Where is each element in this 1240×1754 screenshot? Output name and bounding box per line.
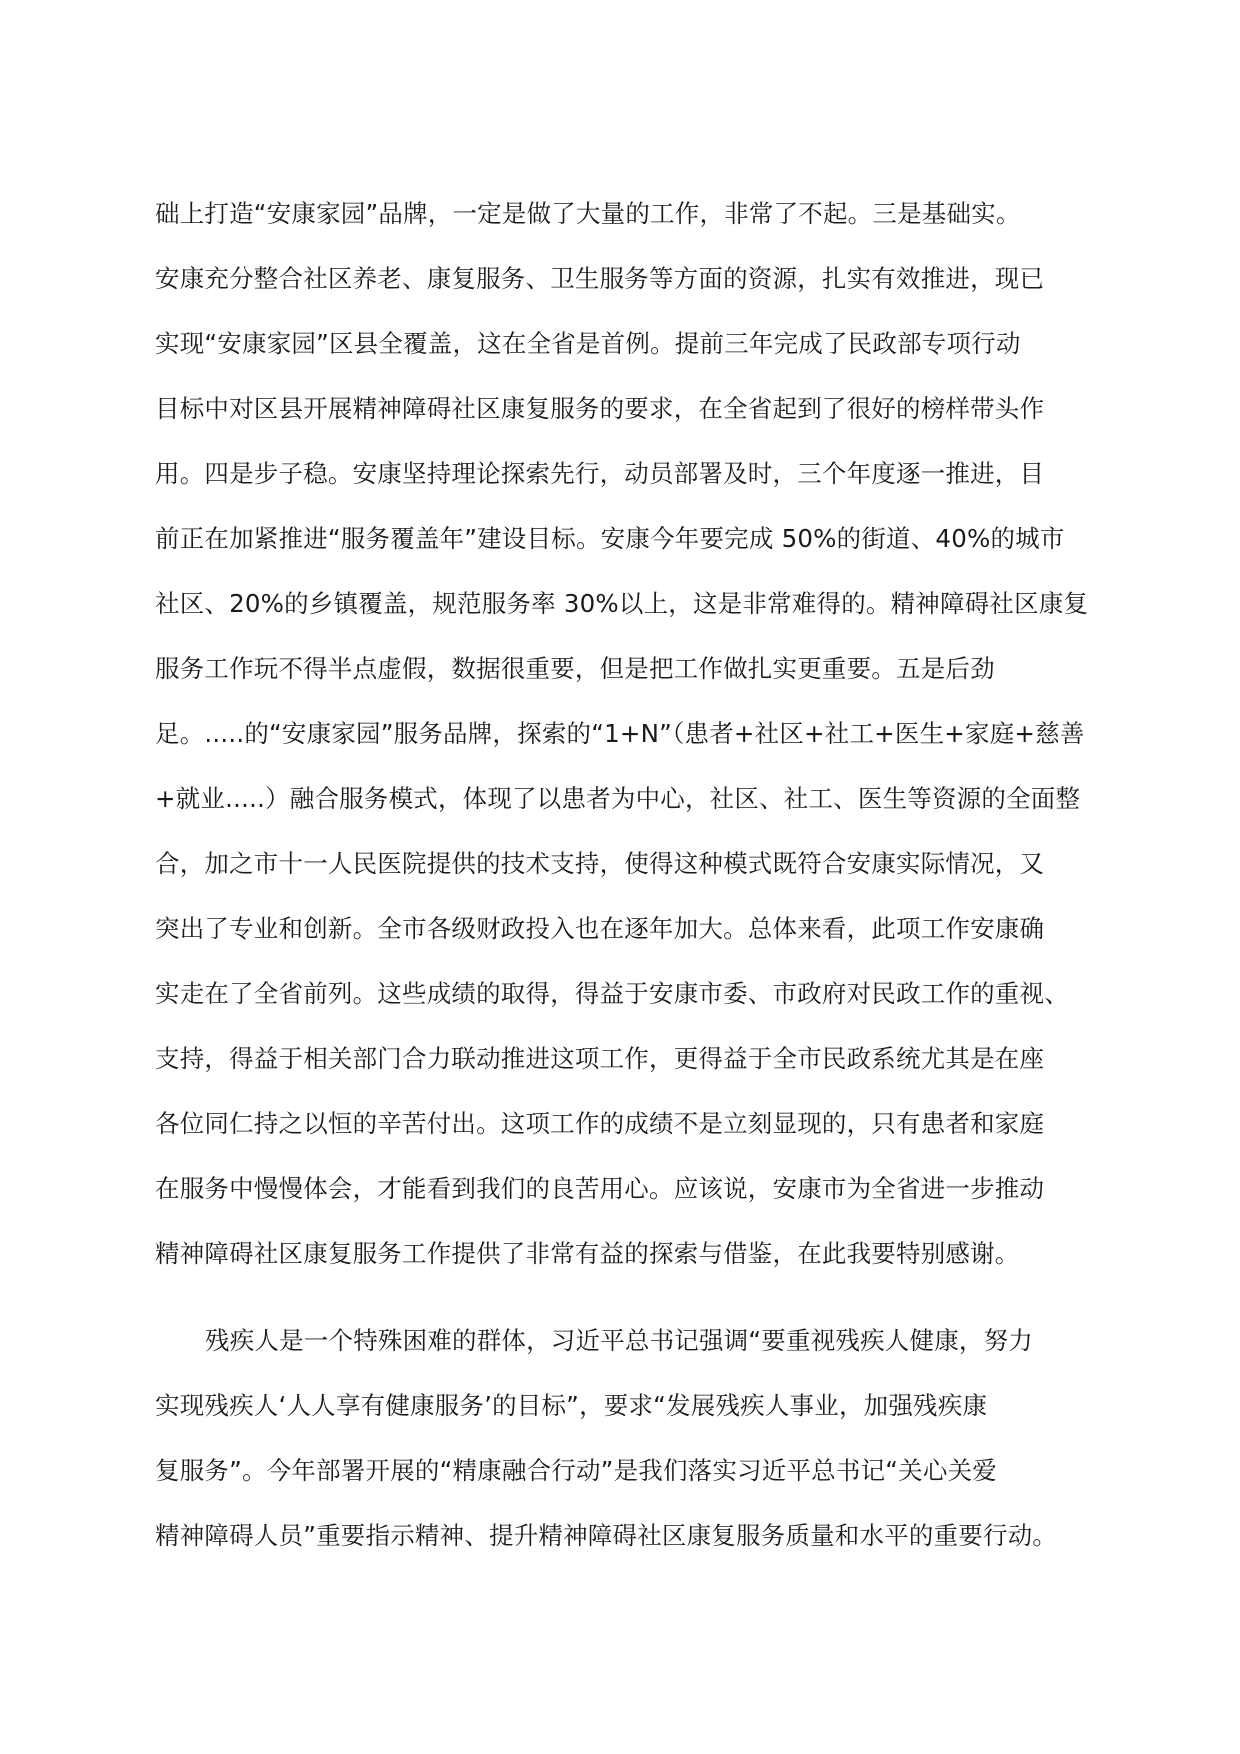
- text-line: 实现残疾人‘人人享有健康服务’的目标”，要求“发展残疾人事业，加强残疾康: [155, 1391, 988, 1420]
- text-line: 突出了专业和创新。全市各级财政投入也在逐年加大。总体来看，此项工作安康确: [155, 914, 1045, 943]
- text-line: 足。.....的“安康家园”服务品牌，探索的“1+N”（患者+社区+社工+医生+家庭+慈善: [155, 719, 1085, 748]
- text-line: 在服务中慢慢体会，才能看到我们的良苦用心。应该说，安康市为全省进一步推动: [155, 1174, 1045, 1203]
- text-line: 合，加之市十一人民医院提供的技术支持，使得这种模式既符合安康实际情况，又: [155, 849, 1045, 878]
- text-line: 安康充分整合社区养老、康复服务、卫生服务等方面的资源，扎实有效推进，现已: [155, 264, 1045, 293]
- text-line: 精神障碍人员”重要指示精神、提升精神障碍社区康复服务质量和水平的重要行动。: [155, 1521, 1058, 1550]
- text-line: 实走在了全省前列。这些成绩的取得，得益于安康市委、市政府对民政工作的重视、: [155, 979, 1069, 1008]
- text-line: 各位同仁持之以恒的辛苦付出。这项工作的成绩不是立刻显现的，只有患者和家庭: [155, 1109, 1045, 1138]
- text-line: 残疾人是一个特殊困难的群体，习近平总书记强调“要重视残疾人健康，努力: [205, 1326, 1033, 1355]
- text-line: 用。四是步子稳。安康坚持理论探索先行，动员部署及时，三个年度逐一推进，目: [155, 459, 1045, 488]
- text-line: 复服务”。今年部署开展的“精康融合行动”是我们落实习近平总书记“关心关爱: [155, 1456, 997, 1485]
- paragraph-1: [155, 181, 1095, 1286]
- text-line: 实现“安康家园”区县全覆盖，这在全省是首例。提前三年完成了民政部专项行动: [155, 329, 1021, 358]
- text-line: 服务工作玩不得半点虚假，数据很重要，但是把工作做扎实更重要。五是后劲: [155, 654, 995, 683]
- text-line: 目标中对区县开展精神障碍社区康复服务的要求，在全省起到了很好的榜样带头作: [155, 394, 1045, 423]
- text-line: 支持，得益于相关部门合力联动推进这项工作，更得益于全市民政系统尤其是在座: [155, 1044, 1045, 1073]
- text-line: 前正在加紧推进“服务覆盖年”建设目标。安康今年要完成 50%的街道、40%的城市: [155, 524, 1065, 553]
- text-line: +就业.....）融合服务模式，体现了以患者为中心，社区、社工、医生等资源的全面整: [155, 784, 1081, 813]
- text-line: 精神障碍社区康复服务工作提供了非常有益的探索与借鉴，在此我要特别感谢。: [155, 1239, 1020, 1268]
- paragraph-2: [155, 1308, 1095, 1568]
- text-line: 础上打造“安康家园”品牌，一定是做了大量的工作，非常了不起。三是基础实。: [155, 199, 1021, 228]
- text-line: 社区、20%的乡镇覆盖，规范服务率 30%以上，这是非常难得的。精神障碍社区康复: [155, 589, 1089, 618]
